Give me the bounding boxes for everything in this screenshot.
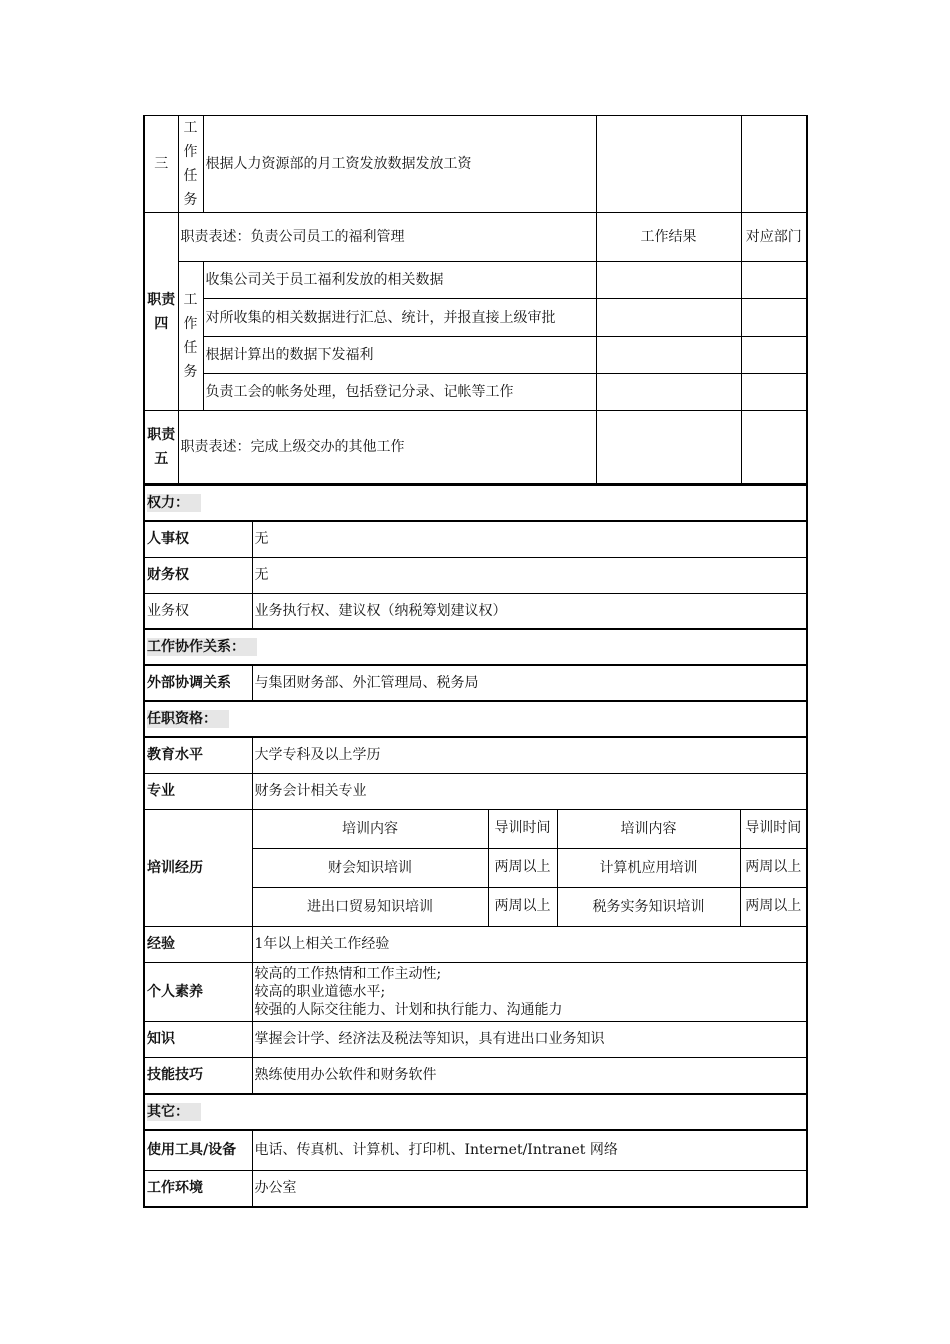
finance-authority-label: 财务权 <box>144 557 252 593</box>
duties-table <box>143 115 808 484</box>
duty-four-task: 收集公司关于员工福利发放的相关数据 <box>203 262 596 299</box>
duty-five-label: 职责五 <box>144 411 178 484</box>
task-dept-cell <box>741 262 807 299</box>
duty-four-task: 根据计算出的数据下发福利 <box>203 337 596 374</box>
duty-three-result <box>596 116 741 213</box>
training-content: 税务实务知识培训 <box>557 887 740 926</box>
duty-five-desc: 职责表述：完成上级交办的其他工作 <box>178 411 596 484</box>
info-table <box>143 484 808 1208</box>
tools-label: 使用工具/设备 <box>144 1130 252 1170</box>
job-description-page <box>143 115 806 1208</box>
cooperation-heading: 工作协作关系： <box>147 638 257 656</box>
experience-value: 1年以上相关工作经验 <box>252 926 807 962</box>
quality-line: 较强的人际交往能力、计划和执行能力、沟通能力 <box>254 1001 563 1018</box>
training-header: 导训时间 <box>740 809 807 848</box>
skill-value: 熟练使用办公软件和财务软件 <box>252 1057 807 1094</box>
hr-authority-value: 无 <box>252 521 807 557</box>
training-header: 培训内容 <box>557 809 740 848</box>
task-result-cell <box>596 337 741 374</box>
quality-value <box>252 962 807 1021</box>
tools-value: 电话、传真机、计算机、打印机、Internet/Intranet 网络 <box>252 1130 807 1170</box>
education-value: 大学专科及以上学历 <box>252 737 807 773</box>
duty-three-index: 三 <box>144 116 178 213</box>
duty-four-task-label: 工作任务 <box>178 262 203 411</box>
training-header: 培训内容 <box>252 809 488 848</box>
training-content: 财会知识培训 <box>252 848 488 887</box>
business-authority-value: 业务执行权、建议权（纳税筹划建议权） <box>252 593 807 629</box>
authority-heading: 权力： <box>147 494 201 512</box>
knowledge-label: 知识 <box>144 1021 252 1057</box>
quality-line: 较高的职业道德水平; <box>254 983 386 1000</box>
environment-value: 办公室 <box>252 1170 807 1207</box>
duty-four-desc: 职责表述：负责公司员工的福利管理 <box>178 213 596 262</box>
training-time: 两周以上 <box>740 887 807 926</box>
training-time: 两周以上 <box>488 848 557 887</box>
environment-label: 工作环境 <box>144 1170 252 1207</box>
training-label: 培训经历 <box>144 809 252 926</box>
major-value: 财务会计相关专业 <box>252 773 807 809</box>
task-dept-cell <box>741 299 807 337</box>
quality-label: 个人素养 <box>144 962 252 1021</box>
training-content: 进出口贸易知识培训 <box>252 887 488 926</box>
task-result-cell <box>596 262 741 299</box>
duty-four-task: 对所收集的相关数据进行汇总、统计，并报直接上级审批 <box>203 299 596 337</box>
duty-four-task: 负责工会的帐务处理，包括登记分录、记帐等工作 <box>203 374 596 411</box>
quality-line: 较高的工作热情和工作主动性; <box>254 965 442 982</box>
other-section <box>144 1094 807 1130</box>
finance-authority-value: 无 <box>252 557 807 593</box>
duty-five-dept <box>741 411 807 484</box>
qualification-heading: 任职资格： <box>147 710 229 728</box>
experience-label: 经验 <box>144 926 252 962</box>
task-result-cell <box>596 299 741 337</box>
external-coordination-value: 与集团财务部、外汇管理局、税务局 <box>252 665 807 701</box>
duty-three-task: 根据人力资源部的月工资发放数据发放工资 <box>203 116 596 213</box>
duty-three-task-label: 工作任务 <box>178 116 203 213</box>
knowledge-value: 掌握会计学、经济法及税法等知识，具有进出口业务知识 <box>252 1021 807 1057</box>
other-heading: 其它： <box>147 1103 201 1121</box>
major-label: 专业 <box>144 773 252 809</box>
external-coordination-label: 外部协调关系 <box>144 665 252 701</box>
education-label: 教育水平 <box>144 737 252 773</box>
training-time: 两周以上 <box>488 887 557 926</box>
task-dept-cell <box>741 374 807 411</box>
training-time: 两周以上 <box>740 848 807 887</box>
training-content: 计算机应用培训 <box>557 848 740 887</box>
skill-label: 技能技巧 <box>144 1057 252 1094</box>
duty-three-dept <box>741 116 807 213</box>
qualification-section <box>144 701 807 737</box>
task-dept-cell <box>741 337 807 374</box>
business-authority-label: 业务权 <box>144 593 252 629</box>
duty-four-label: 职责四 <box>144 213 178 411</box>
result-header: 工作结果 <box>596 213 741 262</box>
task-result-cell <box>596 374 741 411</box>
duty-five-result <box>596 411 741 484</box>
cooperation-section <box>144 629 807 665</box>
training-header: 导训时间 <box>488 809 557 848</box>
hr-authority-label: 人事权 <box>144 521 252 557</box>
dept-header: 对应部门 <box>741 213 807 262</box>
authority-section <box>144 485 807 521</box>
